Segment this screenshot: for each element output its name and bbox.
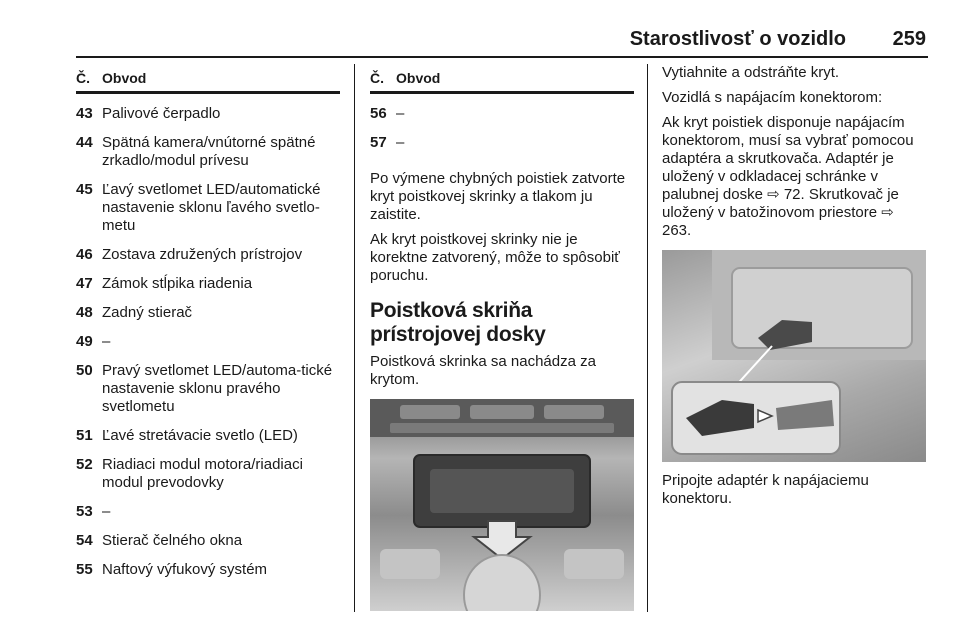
fuse-number: 48 xyxy=(76,304,93,321)
column-divider xyxy=(354,64,355,612)
paragraph: Vytiahnite a odstráňte kryt. xyxy=(662,64,840,81)
table-row xyxy=(370,129,634,158)
circuit-name: – xyxy=(396,105,405,122)
table-header-number: Č. xyxy=(370,70,384,86)
table-header-circuit: Obvod xyxy=(396,70,441,86)
paragraph: Vozidlá s napájacím konektorom: xyxy=(662,89,883,106)
circuit-name: Zadný stierač xyxy=(102,304,193,321)
console-illustration xyxy=(370,399,634,611)
fuse-number: 54 xyxy=(76,532,93,549)
fuse-table-rows xyxy=(370,100,634,158)
paragraph: Ak kryt poistkovej skrinky nie je korektne zatvorený, môže to spôsobiť poruchu. xyxy=(370,231,620,284)
fuse-number: 55 xyxy=(76,561,93,578)
table-row xyxy=(76,498,340,527)
fuse-number: 43 xyxy=(76,105,93,122)
fuse-table-column-1 xyxy=(76,64,340,585)
table-row xyxy=(76,299,340,328)
circuit-name: Zostava združených prístrojov xyxy=(102,246,303,263)
table-header xyxy=(76,64,340,94)
fuse-number: 45 xyxy=(76,181,93,198)
fuse-number: 44 xyxy=(76,134,93,151)
fuse-number: 47 xyxy=(76,275,93,292)
table-row xyxy=(76,241,340,270)
paragraph: Pripojte adaptér k napájaciemu konektoru. xyxy=(662,472,869,507)
circuit-name: Ľavý svetlomet LED/automatické nastavenie sklonu ľavého svetlo-metu xyxy=(102,181,321,234)
circuit-name: Spätná kamera/vnútorné spätné zrkadlo/modul prívesu xyxy=(102,134,316,169)
circuit-name: – xyxy=(102,333,111,350)
circuit-name: Naftový výfukový systém xyxy=(102,561,268,578)
fuse-number: 46 xyxy=(76,246,93,263)
fuse-number: 53 xyxy=(76,503,93,520)
page-number: 259 xyxy=(892,28,926,50)
table-row xyxy=(76,556,340,585)
table-row xyxy=(76,357,340,422)
table-row xyxy=(76,176,340,241)
table-row xyxy=(76,129,340,176)
circuit-name: Riadiaci modul motora/riadiaci modul prevodovky xyxy=(102,456,303,491)
adapter-photo xyxy=(662,250,926,462)
fuse-number: 51 xyxy=(76,427,93,444)
content-column-3 xyxy=(662,64,926,515)
table-header-circuit: Obvod xyxy=(102,70,147,86)
fuse-number: 50 xyxy=(76,362,93,379)
adapter-illustration xyxy=(662,250,926,462)
table-row xyxy=(76,100,340,129)
fuse-number: 56 xyxy=(370,105,387,122)
circuit-name: Pravý svetlomet LED/automa-tické nastavenie sklonu pravého svetlometu xyxy=(102,362,333,415)
section-title: Starostlivosť o vozidlo xyxy=(629,28,846,50)
table-header-number: Č. xyxy=(76,70,90,86)
circuit-name: Palivové čerpadlo xyxy=(102,105,221,122)
table-row xyxy=(76,328,340,357)
page-header xyxy=(76,26,928,58)
fuse-table-rows xyxy=(76,100,340,585)
fuse-number: 52 xyxy=(76,456,93,473)
circuit-name: Stierač čelného okna xyxy=(102,532,243,549)
paragraph: Poistková skrinka sa nachádza za krytom. xyxy=(370,353,596,388)
table-row xyxy=(76,422,340,451)
fuse-number: 57 xyxy=(370,134,387,151)
circuit-name: Ľavé stretávacie svetlo (LED) xyxy=(102,427,298,444)
paragraph: Po výmene chybných poistiek zatvorte kryt poistkovej skrinky a tlakom ju zaistite. xyxy=(370,170,626,223)
section-heading: Poistková skriňa prístrojovej dosky xyxy=(370,299,546,346)
paragraph: Ak kryt poistiek disponuje napájacím konektorom, musí sa vybrať pomocou adaptéra a skrutkovača. Adaptér je uložený v odkladacej schránke v palubnej doske ⇨ 72. Skrutkovač je uložený v batožinovom priestore ⇨ 263. xyxy=(662,114,914,239)
fuse-number: 49 xyxy=(76,333,93,350)
table-row xyxy=(76,270,340,299)
fuse-box-cover-photo xyxy=(370,399,634,611)
circuit-name: – xyxy=(102,503,111,520)
table-row xyxy=(370,100,634,129)
circuit-name: Zámok stĺpika riadenia xyxy=(102,275,253,292)
table-header xyxy=(370,64,634,94)
content-column-2 xyxy=(370,64,634,611)
table-row xyxy=(76,451,340,498)
table-row xyxy=(76,527,340,556)
column-divider xyxy=(647,64,648,612)
circuit-name: – xyxy=(396,134,405,151)
